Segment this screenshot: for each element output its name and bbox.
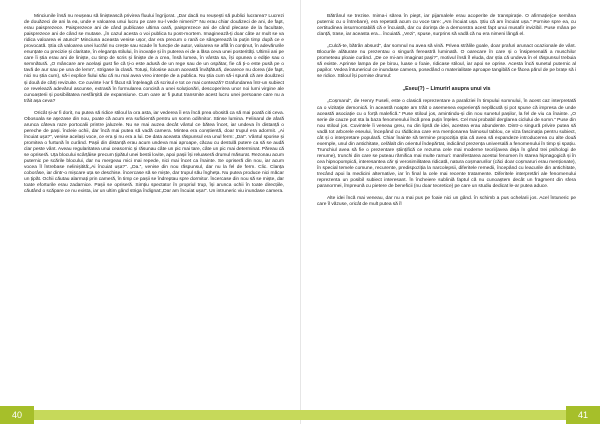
- page-number-left: 40: [0, 406, 34, 424]
- page-number-right: 41: [566, 406, 600, 424]
- right-page: [300, 0, 600, 424]
- right-paragraph-1: Bătrânul se trezise. Inima-i sărea în piept, iar pijamalele erau acoperite de transpirație. O afirmație(ce semăna puternic cu o întrebare), era repetată acum cu voce tare: „Am încuiat ușa. Știu că am încuiat ușa.” Pornise spre ea, cu certitudinea insurmontabilă că e încuiată, dar cu dorința de a demonstra acest fapt unui musafir invizibil. Puse mâna pe clanță, trase, iar aceasta era... încuiată. „Vezi”, spuse, surprins să vadă că nu era nimeni lângă el.: [317, 14, 576, 38]
- right-paragraph-3: „Coșmarul”, de Henry Fuseli, este o clasică reprezentare a paraliziei în timpului somnului, în acest caz interpretată ca o vizitație demonică. în această noapte am trăit o asemenea experiență neplăcută și pot spune că impresa de unde această asociație cu o forță malefică.” Puse stiloul jos, amintindu-și din nou sunetul pașilor, la fel de viu ca înainte. „O serie de cauze pot sta la baza fenomenului încă prea puțin înțeles. Cel mai probabil derglarea ciclului de somn.” Puse din nou stiloul jos. Cuvintele îi veneau greu, nu din lipsă de idei, acestea erau abundente. Dintr-o singură privire putea să vadă tot arborele eseului, începând cu rădăcina care era menționarea faimosul tablou, ce viza fascinația pentru subiect, cât și o interpretare populară. Chiar înainte să termine propoziția știa că avea să expandeze introducerea cu alte două exemple, unul din antichitate, celălalt din orientul îndepărtat, indicând prezența universală a fenomenului în timp și spațiu. Trunchiul avea să fie o prezentare științifică ce rezuma cele mai moderne teorii(avea deja în gând trei psihologi de renume), trunchi din care se puteau rămifica mai multe ramuri: manifestarea acestui fenomen în starea hipnagogică și în cea hipnopompică, interesantea căr și verosimilitatea ridicată, natura coșmarurilor (căci doar coșmaruri erau menționate), în special temele comune, recurente, predispoziția la narcolepsii, diferitele remedii, începând cu leacurile din antichitate, trecând apoi la medicini alternative, iar în final la cele mai recente tratamente. Diferitele interpretări ale fenomenului reprezenta un posibil subiect interesant. în încheiere subliniă faptul că nu cunoaștem decât un fragment din sfera paranormei, împreună cu pietere de beneficii (nu doar teoretice) pe care un studiu dedicat le-ar putea aduce.: [317, 99, 576, 190]
- right-paragraph-4: Alte idei încă mai veneau, dar nu a mai pus pe foaie nici un gând. în schimb a pus ochelarii jos. Acel întuneric pe care îl văzuse, oricât de mult putea să îl: [317, 196, 576, 208]
- essay-heading: „Eseu(?) – Limurirl asupra unui vis: [402, 86, 491, 93]
- footer-accent-bar-right: [300, 410, 600, 420]
- right-paragraph-2: „Culcă-te, bătrân absurd”, dar somnul nu avea să vină. Privea strălile goale, doar prafuri arunact ocazionale de vânt. Blocurile alăturate nu prezentau o singură fereastră luminată. O oarecare în care și o însipenenală a muschilor prometeau ploaie curând. „De ce mi-am imaginat pași?”, motivul însă îl eluda, dar știa că undeva în el răspunsul trebuia să existe. Aprinse lampa de pe birou, luase o foaie, ridicase stiloul, iar apoi se oprise. Acesta încă sunetul puternic al papilor. Vedea întunericul ce inundase camera, posedând o materialitate aproape tangibilă ce făcea părul de pe brațe să i se ridice. Stiloul își pornise drumul:: [317, 44, 576, 80]
- footer-accent-bar-left: [0, 410, 300, 420]
- left-paragraph-2: Oricât și-ar fi dorit, nu putea să ridice stiloul la ora asta, iar vederea îi era încă prea obosită ca să mai poată citi ceva. Obosoala se așezase din nou, poate că acum era suficientă pentru un somn odihnitor. Stinse lumina. Felinarul de afară arunca câteva raze portocalii printre jaluzele. Nu se mai auzea decât vântul ce bătea încet, iar undeva în distanță o pereche de pași. încleie ochii, dar încă mai putea să vadă camera. Mintea era conștientă, doar trupul era adormit. „Ai încuiat ușa?”, venise același voce, ce era și nu era a lui. De data aceasta răspunsul era unul ferm: „Da!”. Vântul sporise și promitea o furtună în curând. Pașii din distanță erau acum undeva mai aproape, căcau cu destulă putere ca să se audă clar peste vânt. Aveau regularitatea unui ceasornic și răsunau câte un pic mai tare, câte un pic mai determinat. Păreau că se opriseră. Uța blocului scârțâise precum țipătul unei bestii lovite, apoi pașii își reluaseră drumul măsurat. Rezonau acum puternic pe scările blocului, dar nu mergeau mici mai repede, nici mai încet ca înainte. Se opriseră din nou, iar acum vocea îl întrebase nelinișitită:„Ai încuiat ușa?”. „Da.”, venise din nou răspunsul, dar nu la fel de ferm. Clic. Clanța coborâse, iar dintr-o mișcare uța se deschise. încercase să se miște, dar trupul său îngheța. Nu putea produce nici măcar un țipăt. Ochii căutau alarmați prin cameră, în timp ce pașii se îndreptau spre dormitor. încercase din nou să se miște, dar toate eforturile erau zadarnice. Pașii se opriseră. Simțiu spectator în propriul trup, își arunca ochii în toate direcțiile, căutând o scăpare ce nu exista, iar un ultim gând striga îndignat:„Dar am încuiat ușa!”. Un intruneric viu inundase camera.: [24, 110, 284, 195]
- left-paragraph-1: Minciunile însă nu reușeau să liniștească privirea fluului îngrijorat. „Dar dacă nu reușești să publici lucrarea? Lucrezi de douăzeci de ani la ea, unde e valoarea unui lucru pe care nu-l vede nimeni?” Nu erau chiar douăzeci de ani, de fapt, erau paisprezece. Paisprezece ani de când publicase ultima oară, paisprezece ani de când plecase de la facultate, paisprezece ani de când se mutase. „în cazul acesta o voi publica tu post-mortem. Imaginează-ți doar câte ar mult se va ridica valoarea ei atunci!” Minciuna aceasta venise ușor, dar era precum o rană ce sângerează la puțin timp după ce e provocată. Știa că valoarea unei lucrări nu crește sau scade în funcție de autor, valoarea se află în conținut, în adevărurile enunțate cu precizie și claritate, în eleganța stilului, în inovație și în puterea ei de a lăsa ceva unei posterități. Ultimii ani pe care îi știa erau ani de liniște, cu timp de scris și liniște de a crea, însă lumea, în vârsta sa, își opunea o ediție sau o semnătură. „O mâncare are același gust fie că ți-o este adusă de un rege sau de un ospătar, fie că ți-o este pusă pe o tavă de aur sau pe una de lemn”, strigase la clasă. Totuși, folosise acum această învățătură, deoarece nu dorea (de fapt, nici nu știa cum), să-i explice fiului său că nu mai avea vreo intenție de a publica. Nu știa cum să-i spună că are douăzeci și două de cărți revizuite. Ce cuvinte l-ar fi făcut să înțeleagă că scrisul e tot ce mai contează? Grafundarea într-un subiect ce revelează adevărul ascunse, extrasă în formularea concisă a unei soluționări, descoperirea unor noi lumi virgine ale cunoașterii și posibilitatea nesfârșită de expansiune. Cum oare ar fi putut transmite acest lucru unei persoane care nu a trăit așa ceva?: [24, 14, 284, 104]
